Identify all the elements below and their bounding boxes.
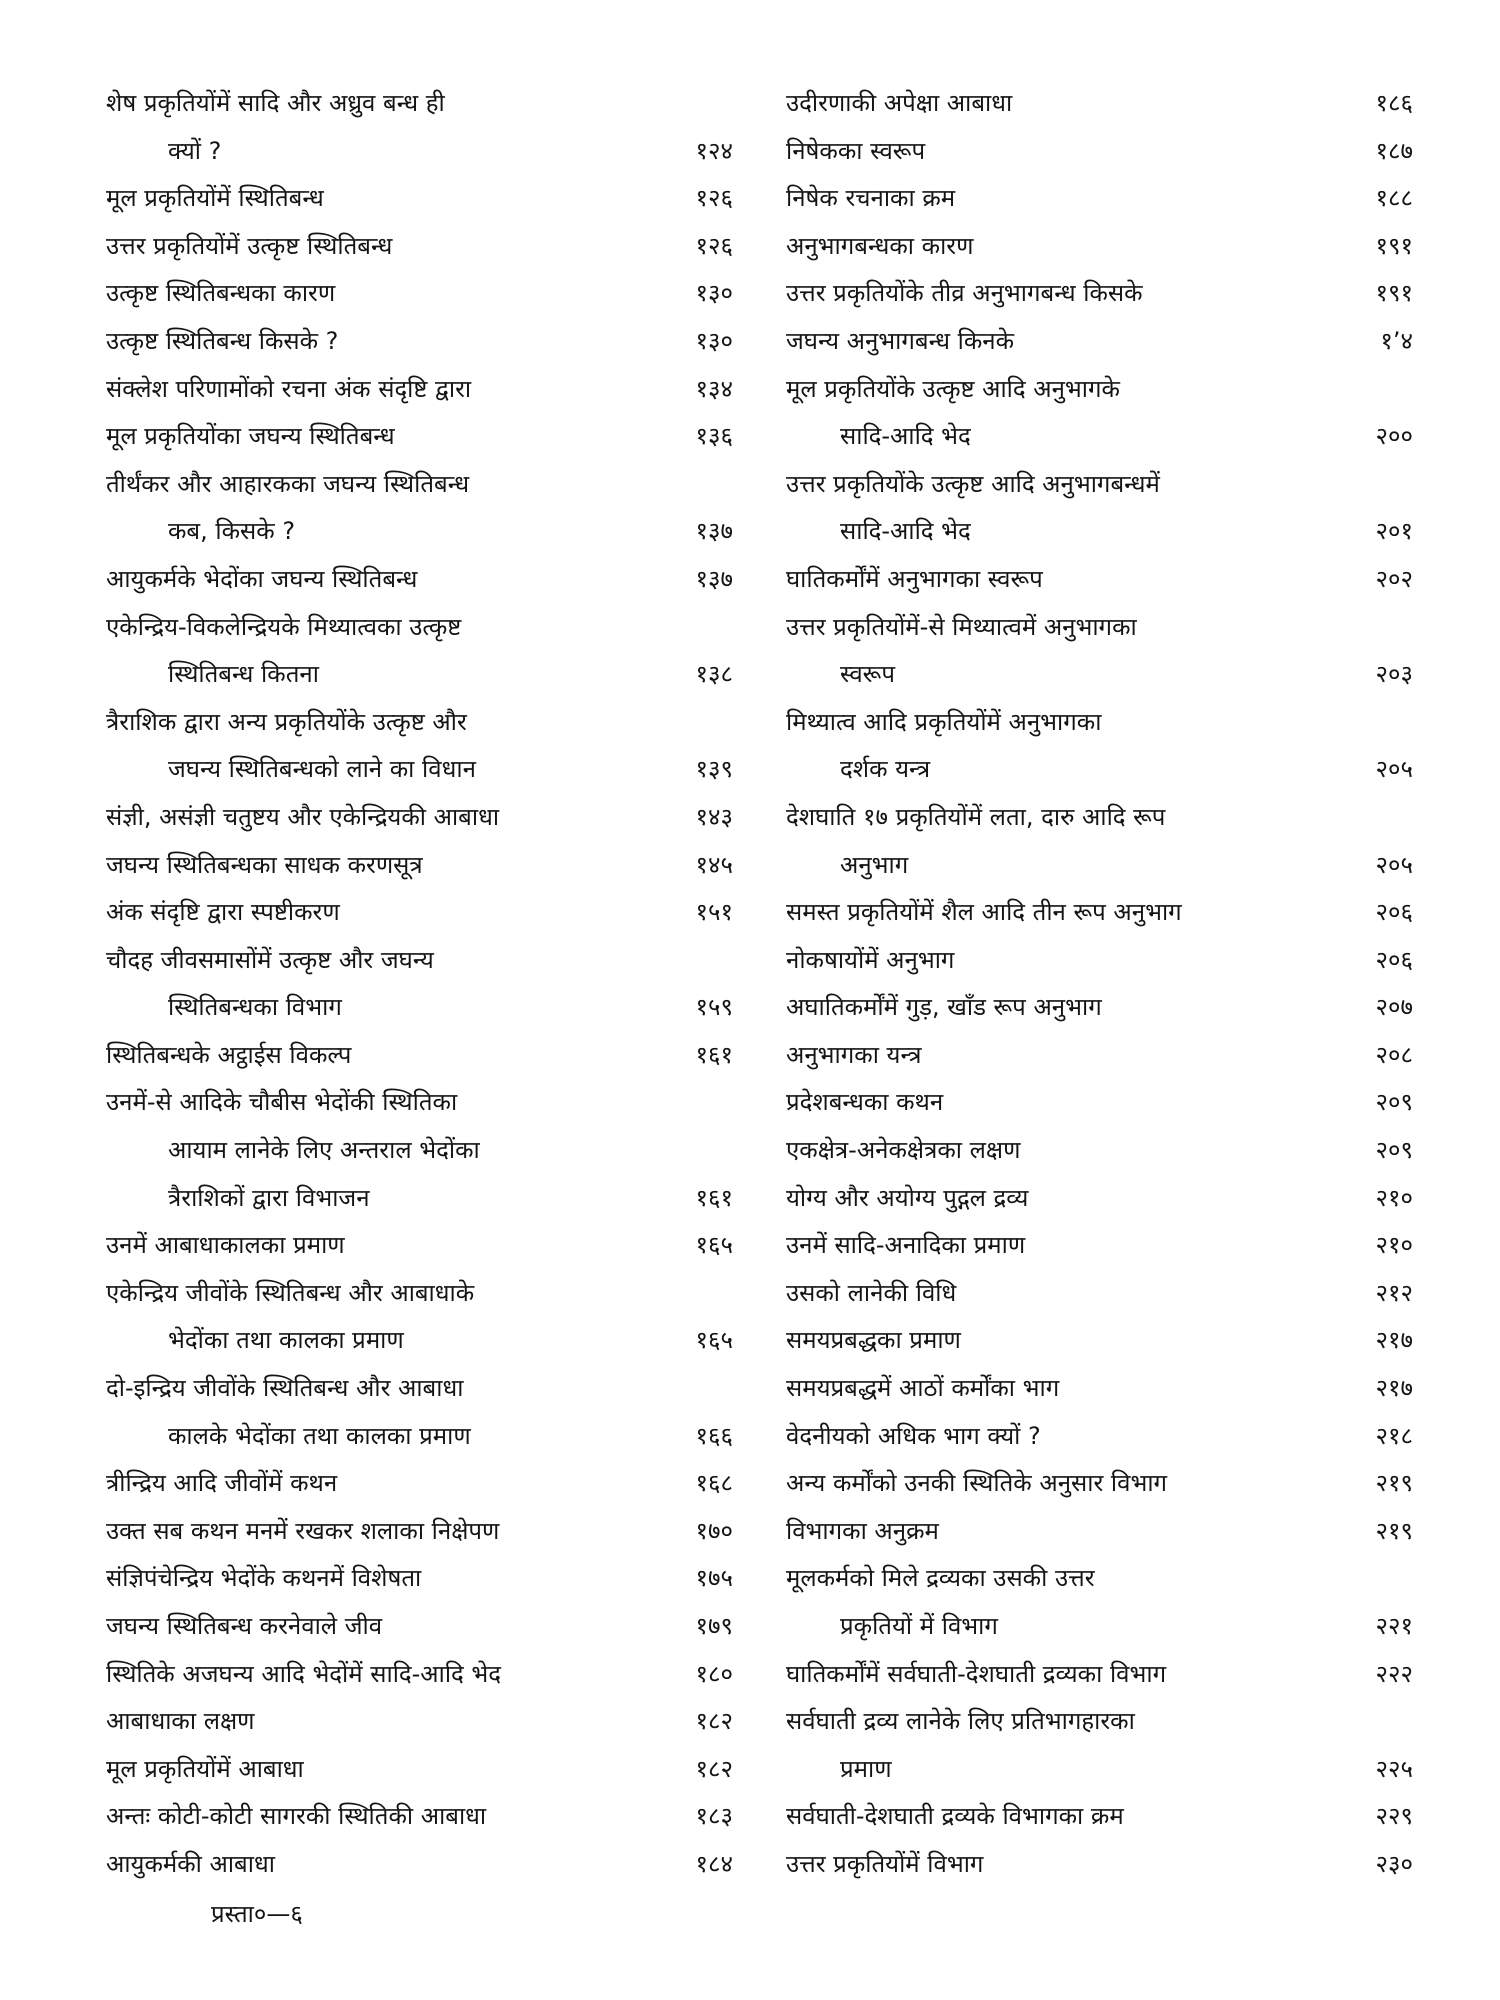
toc-line [786,1079,1413,1127]
toc-entry [786,318,1413,366]
toc-entry [106,223,733,271]
page-number: २२५ [1375,1754,1413,1783]
toc-entry-title-continued: अनुभाग [840,850,909,879]
page-number: १८८ [1375,184,1413,213]
toc-line [106,984,733,1032]
toc-entry-title: आबाधाका लक्षण [106,1707,255,1736]
toc-entry-title: उक्त सब कथन मनमें रखकर शलाका निक्षेपण [106,1516,500,1545]
page-number: २०५ [1375,850,1413,879]
toc-entry-title: उत्तर प्रकृतियोंके उत्कृष्ट आदि अनुभागबन्धमें [786,469,1160,498]
toc-entry-title: चौदह जीवसमासोंमें उत्कृष्ट और जघन्य [106,945,434,974]
toc-entry-title: जघन्य अनुभागबन्ध किनके [786,326,1015,355]
toc-entry-title: त्रीन्द्रिय आदि जीवोंमें कथन [106,1469,338,1498]
page-number: २१० [1375,1183,1413,1212]
page-number: १६६ [695,1421,733,1450]
toc-entry-title: स्थितिके अजघन्य आदि भेदोंमें सादि-आदि भेद [106,1659,502,1688]
toc-entry [106,889,733,937]
toc-line [786,80,1413,128]
page-number: १५१ [695,898,733,927]
toc-line [106,937,733,985]
toc-line [786,128,1413,176]
toc-entry-title-continued: क्यों ? [168,136,222,165]
toc-entry-title: एकेन्द्रिय जीवोंके स्थितिबन्ध और आबाधाके [106,1278,475,1307]
toc-entry-title: उत्कृष्ट स्थितिबन्ध किसके ? [106,326,339,355]
toc-line [786,1460,1413,1508]
toc-entry [106,1222,733,1270]
toc-entry-title: मूलकर्मको मिले द्रव्यका उसकी उत्तर [786,1564,1095,1593]
toc-line [106,1032,733,1080]
toc-line [106,80,733,128]
page-number: १६५ [695,1326,733,1355]
page-number: १७९ [695,1612,733,1640]
toc-entry [106,1555,733,1603]
toc-entry-title: संज्ञी, असंज्ञी चतुष्टय और एकेन्द्रियकी आबाधा [106,802,500,831]
toc-entry [786,984,1413,1032]
toc-entry [106,413,733,461]
page-number: २०६ [1375,898,1413,927]
toc-entry-title: प्रदेशबन्धका कथन [786,1088,944,1117]
toc-line [786,842,1413,890]
toc-entry-title: उत्तर प्रकृतियोंमें-से मिथ्यात्वमें अनुभागका [786,612,1137,641]
page-number: १२६ [695,184,733,213]
toc-entry-title: आयुकर्मके भेदोंका जघन्य स्थितिबन्ध [106,564,418,593]
page-number: २०० [1375,422,1413,451]
page-footer-signature: प्रस्ता०—६ [211,1900,303,1928]
toc-entry-title-continued: प्रमाण [840,1754,892,1783]
toc-line [786,1603,1413,1651]
toc-entry [106,1793,733,1841]
toc-line [106,1746,733,1794]
toc-entry-title: उनमें आबाधाकालका प्रमाण [106,1231,345,1260]
toc-entry-title-continued: प्रकृतियों में विभाग [840,1612,998,1640]
toc-entry [786,223,1413,271]
toc-entry [786,80,1413,128]
toc-entry [786,1175,1413,1223]
page-number: १६८ [695,1469,733,1498]
toc-line [786,1698,1413,1746]
toc-entry-title-continued: जघन्य स्थितिबन्धको लाने का विधान [168,755,476,784]
toc-entry [786,1460,1413,1508]
toc-entry [106,461,733,556]
toc-entry-title: उनमें-से आदिके चौबीस भेदोंकी स्थितिका [106,1088,458,1117]
page-number: २०९ [1375,1088,1413,1117]
page-number: १३८ [695,660,733,689]
toc-line [106,1079,733,1127]
toc-entry-title: मूल प्रकृतियोंका जघन्य स्थितिबन्ध [106,422,395,451]
toc-entry [106,699,733,794]
toc-entry [106,318,733,366]
toc-line [106,794,733,842]
page-number: १२६ [695,231,733,260]
toc-line [106,1698,733,1746]
toc-line [106,1127,733,1175]
toc-entry-title: अनुभागबन्धका कारण [786,231,974,260]
toc-entry-title: उनमें सादि-अनादिका प्रमाण [786,1231,1026,1260]
toc-entry-title: अनुभागका यन्त्र [786,1040,922,1069]
toc-line [106,366,733,414]
toc-right-column [786,80,1413,1889]
toc-entry [786,175,1413,223]
toc-entry-title: उसको लानेकी विधि [786,1278,957,1307]
toc-entry-title: जघन्य स्थितिबन्ध करनेवाले जीव [106,1612,383,1640]
toc-line [106,889,733,937]
toc-line [106,699,733,747]
toc-line [786,1032,1413,1080]
toc-entry-title: संक्लेश परिणामोंको रचना अंक संदृष्टि द्वारा [106,374,472,403]
toc-line [786,1127,1413,1175]
toc-entry-title: शेष प्रकृतियोंमें सादि और अध्रुव बन्ध ही [106,89,445,117]
page-number: १३६ [695,422,733,451]
toc-line [786,984,1413,1032]
toc-entry-title-continued: कालके भेदोंका तथा कालका प्रमाण [168,1421,471,1450]
toc-entry [106,556,733,604]
toc-entry [106,1603,733,1651]
page-number: १३४ [695,374,733,403]
toc-entry [786,1127,1413,1175]
toc-entry-title: एकक्षेत्र-अनेकक्षेत्रका लक्षण [786,1136,1021,1165]
toc-entry [786,1651,1413,1699]
toc-entry-title-continued: त्रैराशिकों द्वारा विभाजन [168,1183,370,1212]
toc-entry [106,175,733,223]
toc-line [106,1222,733,1270]
toc-entry-title-continued: आयाम लानेके लिए अन्तराल भेदोंका [168,1136,480,1165]
page-number: १८६ [1375,89,1413,117]
page-number: २०१ [1375,517,1413,546]
toc-entry [786,1841,1413,1889]
toc-line [106,1508,733,1556]
page-number: १८३ [695,1802,733,1831]
toc-entry-title: उदीरणाकी अपेक्षा आबाधा [786,89,1013,117]
page-number: १८२ [695,1707,733,1736]
toc-entry [786,1270,1413,1318]
toc-entry-title: एकेन्द्रिय-विकलेन्द्रियके मिथ्यात्वका उत्कृष्ट [106,612,462,641]
toc-entry-title: नोकषायोंमें अनुभाग [786,945,955,974]
toc-line [106,1317,733,1365]
page-number: २१९ [1375,1469,1413,1498]
toc-line [786,175,1413,223]
page-number: २१७ [1375,1326,1413,1355]
toc-entry [106,1651,733,1699]
toc-entry-title-continued: सादि-आदि भेद [840,422,971,451]
toc-entry-title: जघन्य स्थितिबन्धका साधक करणसूत्र [106,850,423,879]
toc-entry [106,1079,733,1222]
toc-entry [106,1460,733,1508]
toc-entry [786,1555,1413,1650]
toc-line [786,604,1413,652]
toc-entry-title: उत्तर प्रकृतियोंके तीव्र अनुभागबन्ध किसके [786,279,1143,308]
toc-entry [786,366,1413,461]
page-number: १३७ [695,517,733,546]
toc-line [106,508,733,556]
toc-entry-title-continued: स्थितिबन्धका विभाग [168,993,342,1022]
toc-entry [106,842,733,890]
toc-entry-title: समयप्रबद्धमें आठों कर्मोंका भाग [786,1374,1060,1403]
toc-entry-title: घातिकर्मोंमें सर्वघाती-देशघाती द्रव्यका विभाग [786,1659,1167,1688]
toc-entry-title-continued: दर्शक यन्त्र [840,755,931,784]
toc-entry-title: उत्तर प्रकृतियोंमें विभाग [786,1849,984,1878]
toc-line [106,461,733,509]
page-number: २०६ [1375,945,1413,974]
toc-entry-title: देशघाति १७ प्रकृतियोंमें लता, दारु आदि रूप [786,802,1166,831]
toc-entry-title: निषेकका स्वरूप [786,136,926,165]
toc-entry [106,1746,733,1794]
page-number: १९१ [1375,279,1413,308]
page-number: २१० [1375,1231,1413,1260]
toc-line [106,1555,733,1603]
page-number: १३० [695,326,733,355]
toc-line [106,1460,733,1508]
toc-entry [106,794,733,842]
page-number: १’४ [1380,326,1413,355]
toc-entry-title: संज्ञिपंचेन्द्रिय भेदोंके कथनमें विशेषता [106,1564,422,1593]
toc-line [786,746,1413,794]
toc-line [786,794,1413,842]
toc-entry-title: मिथ्यात्व आदि प्रकृतियोंमें अनुभागका [786,707,1102,736]
toc-entry-title: निषेक रचनाका क्रम [786,184,956,213]
toc-line [786,1413,1413,1461]
page-number: २२२ [1375,1659,1413,1688]
page-number: १८२ [695,1754,733,1783]
toc-line [786,1841,1413,1889]
toc-line [786,1317,1413,1365]
toc-line [786,508,1413,556]
toc-line [786,318,1413,366]
toc-line [106,1841,733,1889]
toc-line [106,1603,733,1651]
toc-line [106,175,733,223]
toc-entry [786,699,1413,794]
toc-entry-title: योग्य और अयोग्य पुद्गल द्रव्य [786,1183,1029,1212]
page-number: २०२ [1375,564,1413,593]
page-number: १४३ [695,802,733,831]
toc-entry-title: उत्तर प्रकृतियोंमें उत्कृष्ट स्थितिबन्ध [106,231,393,260]
page-number: १६१ [695,1183,733,1212]
toc-line [786,1746,1413,1794]
toc-line [106,318,733,366]
toc-entry [106,366,733,414]
toc-line [786,889,1413,937]
toc-entry-title: अन्तः कोटी-कोटी सागरकी स्थितिकी आबाधा [106,1802,487,1831]
toc-entry-title: स्थितिबन्धके अट्ठाईस विकल्प [106,1040,352,1069]
toc-entry [786,128,1413,176]
toc-entry-title: त्रैराशिक द्वारा अन्य प्रकृतियोंके उत्कृष्ट और [106,707,467,736]
toc-entry [106,1270,733,1365]
toc-line [786,1651,1413,1699]
toc-line [786,413,1413,461]
toc-entry-title: सर्वघाती-देशघाती द्रव्यके विभागका क्रम [786,1802,1124,1831]
toc-line [786,937,1413,985]
toc-entry [106,1841,733,1889]
page-number: १७० [695,1516,733,1545]
toc-line [786,270,1413,318]
toc-entry-title: मूल प्रकृतियोंके उत्कृष्ट आदि अनुभागके [786,374,1120,403]
toc-entry-title: मूल प्रकृतियोंमें स्थितिबन्ध [106,184,324,213]
toc-entry [786,1508,1413,1556]
toc-entry-title: अन्य कर्मोंको उनकी स्थितिके अनुसार विभाग [786,1469,1168,1498]
toc-line [786,461,1413,509]
toc-entry-title: अंक संदृष्टि द्वारा स्पष्टीकरण [106,898,340,927]
toc-entry [786,1032,1413,1080]
toc-entry-title-continued: स्वरूप [840,660,895,689]
page-number: १६१ [695,1040,733,1069]
toc-entry [786,1079,1413,1127]
page-number: १८४ [695,1849,733,1878]
toc-entry [786,1793,1413,1841]
toc-line [106,1175,733,1223]
toc-entry [106,80,733,175]
page-number: २१८ [1375,1421,1413,1450]
toc-entry-title-continued: सादि-आदि भेद [840,517,971,546]
toc-entry-title: अघातिकर्मोंमें गुड़, खाँड रूप अनुभाग [786,993,1102,1022]
page-number: २०३ [1375,660,1413,689]
page-number: २२१ [1375,1612,1413,1640]
toc-entry-title: उत्कृष्ट स्थितिबन्धका कारण [106,279,336,308]
toc-line [786,1555,1413,1603]
toc-line [106,128,733,176]
toc-entry-title: मूल प्रकृतियोंमें आबाधा [106,1754,304,1783]
toc-line [106,270,733,318]
page-number: १९१ [1375,231,1413,260]
toc-entry-title: समयप्रबद्धका प्रमाण [786,1326,961,1355]
page-number: १५९ [695,993,733,1022]
page-number: १८० [695,1659,733,1688]
toc-entry-title: घातिकर्मोंमें अनुभागका स्वरूप [786,564,1043,593]
page-number: १४५ [695,850,733,879]
toc-entry-title: आयुकर्मकी आबाधा [106,1849,275,1878]
toc-line [106,1365,733,1413]
toc-line [786,1270,1413,1318]
page-number: १६५ [695,1231,733,1260]
page-number: २०८ [1375,1040,1413,1069]
toc-line [106,1793,733,1841]
page-number: २२९ [1375,1802,1413,1831]
toc-entry-title: तीर्थंकर और आहारकका जघन्य स्थितिबन्ध [106,469,470,498]
toc-entry [786,937,1413,985]
page-number: १२४ [695,136,733,165]
page-number: २०९ [1375,1136,1413,1165]
page-number: १३७ [695,564,733,593]
toc-entry [786,1698,1413,1793]
toc-entry [786,794,1413,889]
toc-entry-title: समस्त प्रकृतियोंमें शैल आदि तीन रूप अनुभाग [786,898,1182,927]
toc-entry-title: विभागका अनुक्रम [786,1516,939,1545]
toc-line [106,556,733,604]
toc-line [786,1793,1413,1841]
toc-entry-title-continued: स्थितिबन्ध कितना [168,660,319,689]
page-number: २०५ [1375,755,1413,784]
toc-line [786,1175,1413,1223]
toc-line [106,651,733,699]
toc-line [106,223,733,271]
toc-line [106,746,733,794]
toc-line [106,1651,733,1699]
page-number: २१२ [1375,1278,1413,1307]
toc-line [106,413,733,461]
toc-line [106,842,733,890]
page-number: १३० [695,279,733,308]
page-number: २०७ [1375,993,1413,1022]
toc-line [786,1365,1413,1413]
page-number: २१७ [1375,1374,1413,1403]
toc-entry [786,1222,1413,1270]
toc-entry [106,1508,733,1556]
toc-line [786,223,1413,271]
toc-line [786,699,1413,747]
page-number: १७५ [695,1564,733,1593]
toc-entry [106,937,733,1032]
toc-entry [786,1413,1413,1461]
toc-line [786,1508,1413,1556]
toc-line [786,1222,1413,1270]
toc-entry [786,270,1413,318]
toc-line [786,651,1413,699]
page-number: २१९ [1375,1516,1413,1545]
toc-entry [106,270,733,318]
toc-entry [786,1365,1413,1413]
page-number: १८७ [1375,136,1413,165]
toc-entry-title: वेदनीयको अधिक भाग क्यों ? [786,1421,1041,1450]
toc-entry [106,1698,733,1746]
toc-entry [786,1317,1413,1365]
toc-entry-title-continued: कब, किसके ? [168,517,296,546]
toc-entry-title-continued: भेदोंका तथा कालका प्रमाण [168,1326,404,1355]
page-number: १३९ [695,755,733,784]
toc-entry [786,461,1413,556]
toc-entry-title: दो-इन्द्रिय जीवोंके स्थितिबन्ध और आबाधा [106,1374,464,1403]
toc-line [106,1413,733,1461]
page-number: २३० [1375,1849,1413,1878]
toc-left-column [106,80,733,1889]
toc-entry [786,604,1413,699]
toc-entry-title: सर्वघाती द्रव्य लानेके लिए प्रतिभागहारका [786,1707,1135,1736]
toc-entry [106,1032,733,1080]
toc-entry [106,604,733,699]
toc-entry [786,889,1413,937]
toc-line [786,556,1413,604]
toc-entry [106,1365,733,1460]
toc-line [106,604,733,652]
toc-line [106,1270,733,1318]
toc-entry [786,556,1413,604]
toc-line [786,366,1413,414]
